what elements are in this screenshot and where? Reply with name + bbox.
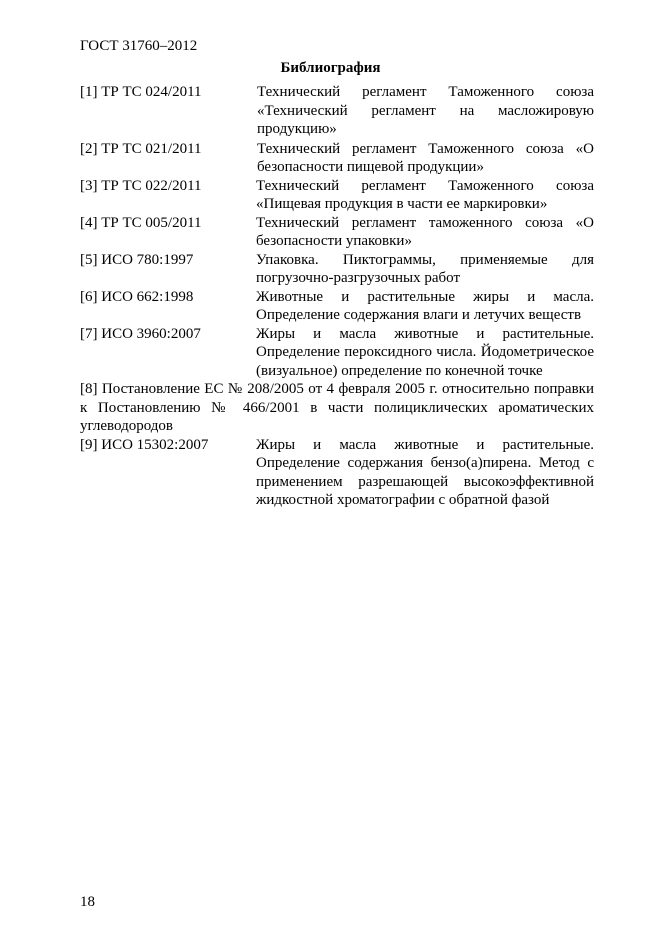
- bibliography-list: [80, 83, 594, 510]
- entry-description: Жиры и масла животные и растительные. Определение содержания бензо(а)пирена. Метод с применением разрешающей высокоэффективной жидкостной хроматографии с обратной фазой: [256, 436, 594, 508]
- entry-reference: [3] ТР ТС 022/2011: [80, 177, 202, 194]
- entry-reference: [9] ИСО 15302:2007: [80, 436, 209, 453]
- entry-reference: [7] ИСО 3960:2007: [80, 325, 201, 342]
- bibliography-entry: [80, 325, 594, 381]
- entry-full-text: [8] Постановление ЕС № 208/2005 от 4 февраля 2005 г. относительно поправки к Постановлению № 466/2001 в части полициклических ароматических углеводородов: [80, 381, 594, 434]
- bibliography-entry: [80, 83, 594, 139]
- entry-description: Технический регламент таможенного союза «О безопасности упаковки»: [256, 214, 594, 249]
- section-title: [0, 58, 661, 78]
- bibliography-entry: [80, 436, 594, 510]
- bibliography-entry: [80, 140, 594, 177]
- entry-reference: [5] ИСО 780:1997: [80, 251, 194, 268]
- standard-header: ГОСТ 31760–2012: [80, 38, 198, 54]
- bibliography-entry: [80, 214, 594, 251]
- entry-description: Животные и растительные жиры и масла. Определение содержания влаги и летучих веществ: [256, 288, 594, 323]
- section-title-text: Библиография: [280, 60, 381, 76]
- entry-description: Технический регламент Таможенного союза «О безопасности пищевой продукции»: [257, 140, 594, 175]
- entry-description: Жиры и масла животные и растительные. Определение пероксидного числа. Йодометрическое (визуальное) определение по конечной точке: [256, 325, 594, 379]
- bibliography-entry: [80, 177, 594, 214]
- page-number: 18: [80, 894, 95, 910]
- entry-reference: [1] ТР ТС 024/2011: [80, 84, 202, 100]
- bibliography-entry: [80, 288, 594, 325]
- entry-reference: [4] ТР ТС 005/2011: [80, 214, 202, 231]
- entry-description: Технический регламент Таможенного союза «Пищевая продукция в части ее маркировки»: [256, 177, 594, 212]
- entry-reference: [2] ТР ТС 021/2011: [80, 140, 202, 157]
- bibliography-entry: [80, 380, 594, 436]
- entry-reference: [6] ИСО 662:1998: [80, 288, 194, 305]
- bibliography-entry: [80, 251, 594, 288]
- entry-description: Упаковка. Пиктограммы, применяемые для погрузочно-разгрузочных работ: [256, 251, 594, 286]
- entry-description: Технический регламент Таможенного союза «Технический регламент на масложировую продукцию»: [257, 84, 594, 137]
